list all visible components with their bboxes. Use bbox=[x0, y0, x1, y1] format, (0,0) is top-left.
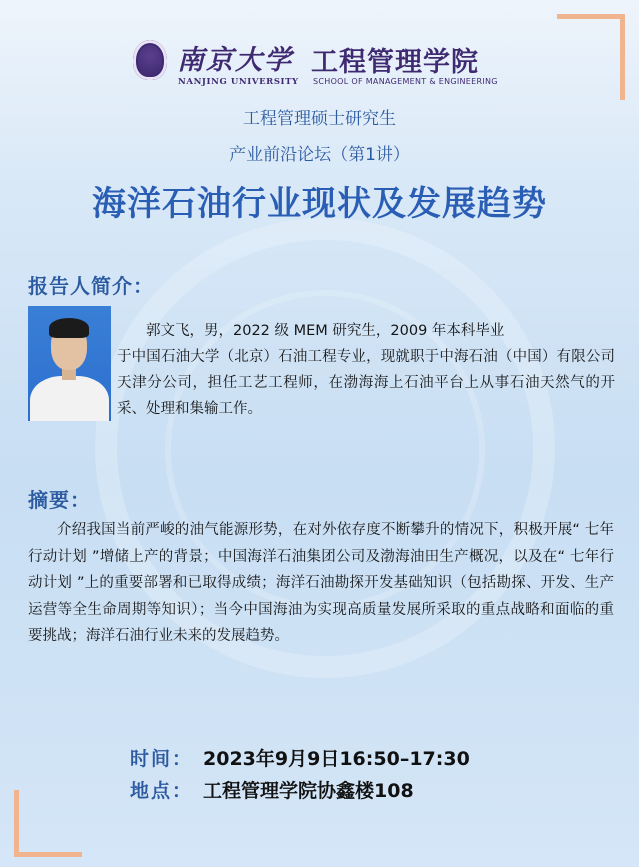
lecture-title: 海洋石油行业现状及发展趋势 bbox=[92, 184, 547, 224]
speaker-bio-first-line: 郭文飞，男，2022 级 MEM 研究生，2009 年本科毕业 bbox=[146, 323, 505, 339]
event-place-row bbox=[130, 776, 414, 803]
corner-decoration-top-right-vertical bbox=[620, 14, 625, 100]
place-label: 地点： bbox=[130, 780, 194, 802]
corner-decoration-top-right bbox=[557, 14, 625, 19]
corner-decoration-bottom-left-vertical bbox=[14, 790, 19, 857]
university-seal-icon bbox=[133, 40, 167, 80]
place-value: 工程管理学院协鑫楼108 bbox=[203, 780, 414, 802]
abstract-section-heading: 摘要： bbox=[28, 488, 91, 512]
school-name-en: SCHOOL OF MANAGEMENT & ENGINEERING bbox=[313, 77, 498, 86]
photo-hair bbox=[49, 318, 89, 338]
time-value: 2023年9月9日16:50–17:30 bbox=[203, 748, 470, 770]
event-time-row bbox=[130, 744, 470, 771]
school-name-cn: 工程管理学院 bbox=[311, 47, 479, 78]
program-subtitle: 工程管理硕士研究生 bbox=[243, 109, 396, 129]
time-label: 时间： bbox=[130, 748, 194, 770]
abstract-text: 介绍我国当前严峻的油气能源形势，在对外依存度不断攀升的情况下，积极开展“ 七年行动计划 ”增储上产的背景；中国海洋石油集团公司及渤海油田生产概况，以及在“ 七年行动计划 ”上的重要部署和已取得成绩；海洋石油勘探开发基础知识（包括勘探、开发、生产运营等全生命周期等知识）；当今中国海油为实现高质量发展所采取的重点战略和面临的重要挑战；海洋石油行业未来的发展趋势。 bbox=[28, 522, 614, 644]
school-logo-header bbox=[133, 36, 513, 92]
university-name-cn: 南京大学 bbox=[177, 45, 293, 76]
university-name-en: NANJING UNIVERSITY bbox=[178, 77, 299, 87]
corner-decoration-bottom-left bbox=[14, 852, 82, 857]
photo-shirt bbox=[30, 376, 109, 421]
speaker-photo bbox=[28, 306, 111, 421]
speaker-bio-continued: 于中国石油大学（北京）石油工程专业，现就职于中海石油（中国）有限公司天津分公司，担任工艺工程师，在渤海海上石油平台上从事石油天然气的开采、处理和集输工作。 bbox=[117, 349, 615, 417]
forum-subtitle: 产业前沿论坛（第1讲） bbox=[229, 145, 410, 165]
speaker-section-heading: 报告人简介： bbox=[28, 274, 154, 298]
